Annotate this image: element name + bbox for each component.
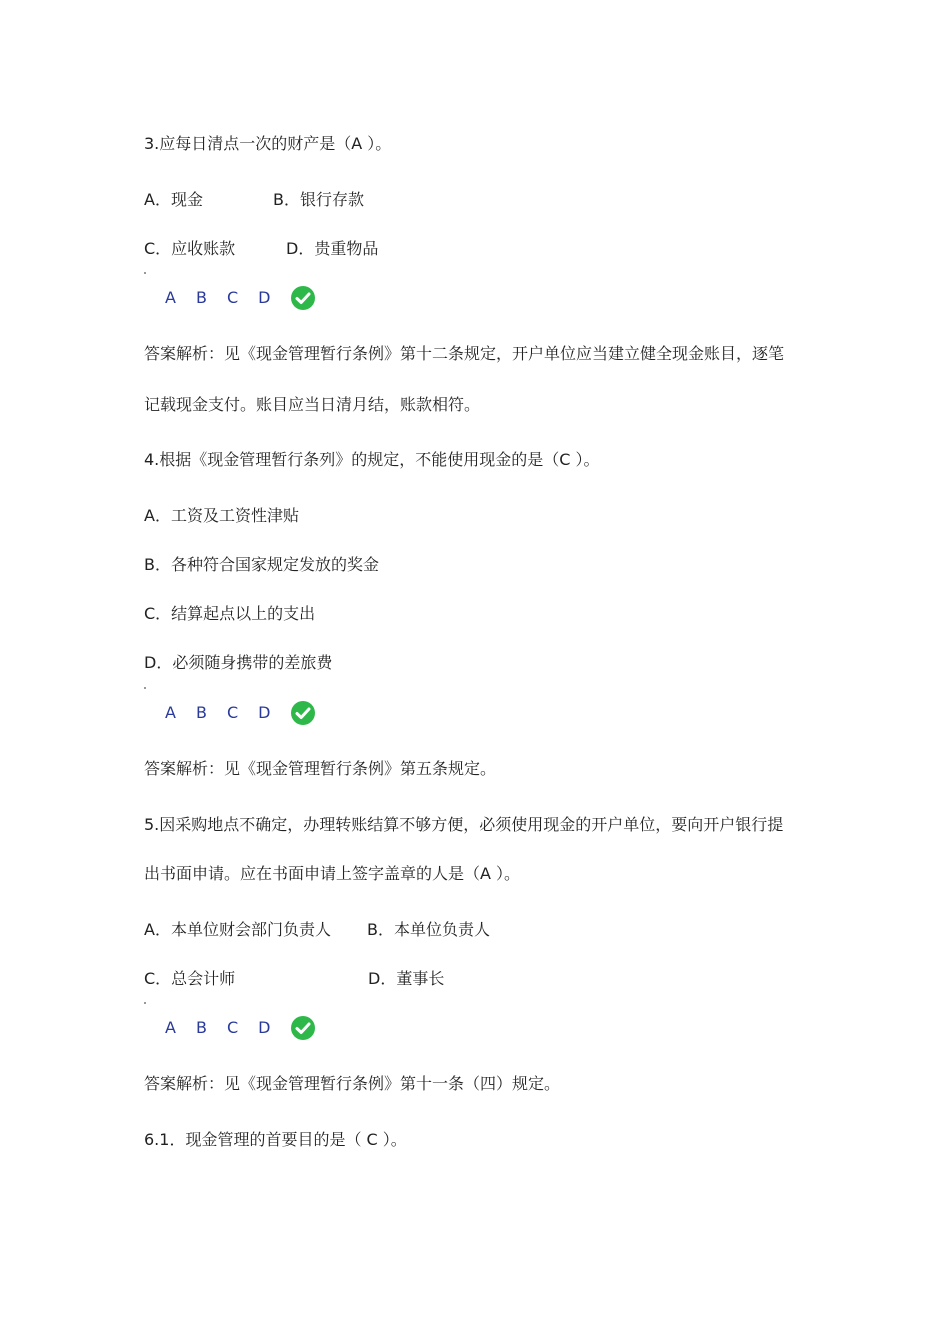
q5-analysis-line-1: 答案解析：见《现金管理暂行条例》第十一条（四）规定。 [144,1074,561,1093]
q5-option-b: B．本单位负责人 [367,920,490,939]
question-3-stem: 3.应每日清点一次的财产是（A ）。 [144,134,392,153]
q4-choice-row [165,700,316,726]
check-circle-icon [290,700,316,726]
question-5-stem-line-2: 出书面申请。应在书面申请上签字盖章的人是（A ）。 [144,864,521,883]
marker-dot [144,687,146,689]
q5-choice-row [165,1015,316,1041]
q5-choice-a[interactable]: A [165,1018,176,1037]
q5-option-a: A．本单位财会部门负责人 [144,920,331,939]
q3-analysis-line-2: 记载现金支付。账目应当日清月结，账款相符。 [144,395,481,414]
q3-choice-b[interactable]: B [195,288,207,307]
q4-analysis-line-1: 答案解析：见《现金管理暂行条例》第五条规定。 [144,759,497,778]
marker-dot [144,1002,146,1004]
q3-choice-a[interactable]: A [165,288,176,307]
q3-analysis-line-1: 答案解析：见《现金管理暂行条例》第十二条规定，开户单位应当建立健全现金账目，逐笔 [144,344,785,363]
q4-choice-b[interactable]: B [195,703,207,722]
q3-option-c: C．应收账款 [144,239,236,258]
q3-choice-row [165,285,316,311]
q3-choice-d[interactable]: D [258,288,271,307]
q4-choice-c[interactable]: C [226,703,239,722]
question-6-1-stem: 6.1．现金管理的首要目的是（ C ）。 [144,1130,407,1149]
q3-option-b: B．银行存款 [273,190,364,209]
marker-dot [144,272,146,274]
question-5-stem-line-1: 5.因采购地点不确定，办理转账结算不够方便，必须使用现金的开户单位，要向开户银行提 [144,815,784,834]
check-circle-icon [290,1015,316,1041]
q4-choice-d[interactable]: D [258,703,271,722]
q4-option-d: D．必须随身携带的差旅费 [144,653,333,672]
q5-option-d: D．董事长 [368,969,445,988]
q3-option-d: D．贵重物品 [286,239,379,258]
q5-choice-c[interactable]: C [226,1018,239,1037]
q4-option-a: A．工资及工资性津贴 [144,506,299,525]
q5-option-c: C．总会计师 [144,969,236,988]
q5-choice-d[interactable]: D [258,1018,271,1037]
q4-choice-a[interactable]: A [165,703,176,722]
q3-option-a: A．现金 [144,190,203,209]
q4-option-c: C．结算起点以上的支出 [144,604,316,623]
q4-option-b: B．各种符合国家规定发放的奖金 [144,555,379,574]
q3-choice-c[interactable]: C [226,288,239,307]
question-4-stem: 4.根据《现金管理暂行条列》的规定，不能使用现金的是（C ）。 [144,450,600,469]
q5-choice-b[interactable]: B [195,1018,207,1037]
check-circle-icon [290,285,316,311]
